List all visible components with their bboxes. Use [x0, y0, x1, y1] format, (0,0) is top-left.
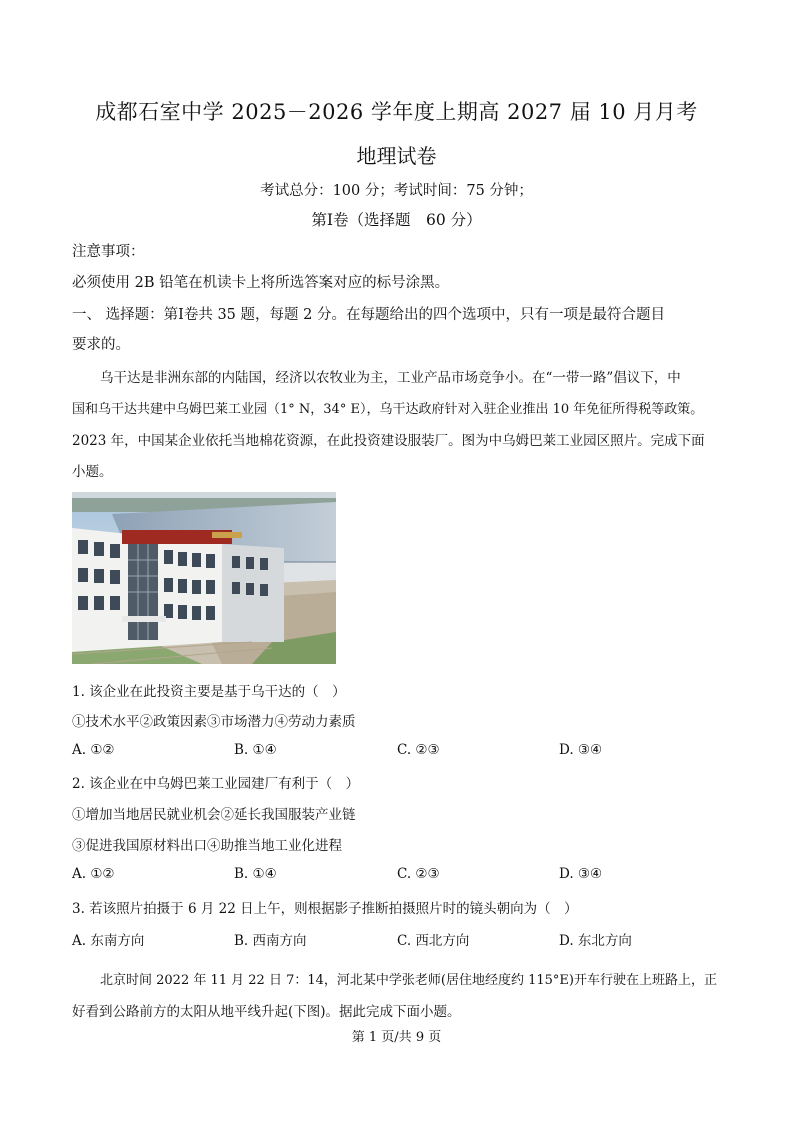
passage2-line-1: 北京时间 2022 年 11 月 22 日 7：14，河北某中学张老师(居住地经度约 115°E)开车行驶在上班路上，正: [100, 973, 717, 988]
industrial-park-photo: [72, 492, 336, 664]
passage2-line-2: 好看到公路前方的太阳从地平线升起(下图)。据此完成下面小题。: [72, 1004, 461, 1020]
passage1-line-1: 乌干达是非洲东部的内陆国，经济以农牧业为主，工业产品市场竞争小。在“一带一路”倡议下，中: [100, 370, 681, 386]
passage1-line-2: 国和乌干达共建中乌姆巴莱工业园（1° N，34° E），乌干达政府针对入驻企业推出 10 年免征所得税等政策。: [72, 402, 704, 417]
exam-info: 考试总分：100 分；考试时间：75 分钟；: [260, 183, 533, 199]
question-3-option-d[interactable]: D. 东北方向: [559, 933, 632, 949]
subject-title: 地理试卷: [356, 144, 437, 168]
page-title: 成都石室中学 2025－2026 学年度上期高 2027 届 10 月月考: [95, 100, 698, 124]
question-2-option-b[interactable]: B. ①④: [234, 866, 277, 882]
question-1-stem: 1. 该企业在此投资主要是基于乌干达的（ ）: [72, 684, 346, 700]
question-1-option-b[interactable]: B. ①④: [234, 742, 277, 758]
notes-line: 必须使用 2B 铅笔在机读卡上将所选答案对应的标号涂黑。: [72, 275, 450, 291]
section-heading: 第Ⅰ卷（选择题 60 分）: [311, 211, 482, 229]
instructions-line-1: 一、 选择题：第Ⅰ卷共 35 题，每题 2 分。在每题给出的四个选项中，只有一项是最符合题目: [72, 307, 665, 323]
passage1-line-3: 2023 年，中国某企业依托当地棉花资源，在此投资建设服装厂。图为中乌姆巴莱工业园区照片。完成下面: [72, 433, 705, 449]
question-3-stem: 3. 若该照片拍摄于 6 月 22 日上午，则根据影子推断拍摄照片时的镜头朝向为（ ）: [72, 901, 578, 917]
question-3-option-c[interactable]: C. 西北方向: [397, 933, 470, 949]
question-2-option-d[interactable]: D. ③④: [559, 866, 603, 882]
question-3-option-a[interactable]: A. 东南方向: [72, 933, 145, 949]
page-footer: 第 1 页/共 9 页: [351, 1030, 442, 1045]
instructions-line-2: 要求的。: [72, 337, 130, 353]
question-2-items-line-2: ③促进我国原材料出口④助推当地工业化进程: [72, 838, 342, 854]
question-1-option-d[interactable]: D. ③④: [559, 742, 603, 758]
question-2-option-c[interactable]: C. ②③: [397, 866, 440, 882]
question-2-option-a[interactable]: A. ①②: [72, 866, 115, 882]
question-2-stem: 2. 该企业在中乌姆巴莱工业园建厂有利于（ ）: [72, 776, 360, 792]
question-1-option-a[interactable]: A. ①②: [72, 742, 115, 758]
passage1-line-4: 小题。: [72, 464, 113, 480]
question-1-option-c[interactable]: C. ②③: [397, 742, 440, 758]
question-1-items: ①技术水平②政策因素③市场潜力④劳动力素质: [72, 714, 356, 730]
question-2-items-line-1: ①增加当地居民就业机会②延长我国服装产业链: [72, 807, 356, 823]
question-3-option-b[interactable]: B. 西南方向: [234, 933, 307, 949]
notes-heading: 注意事项：: [72, 244, 145, 260]
